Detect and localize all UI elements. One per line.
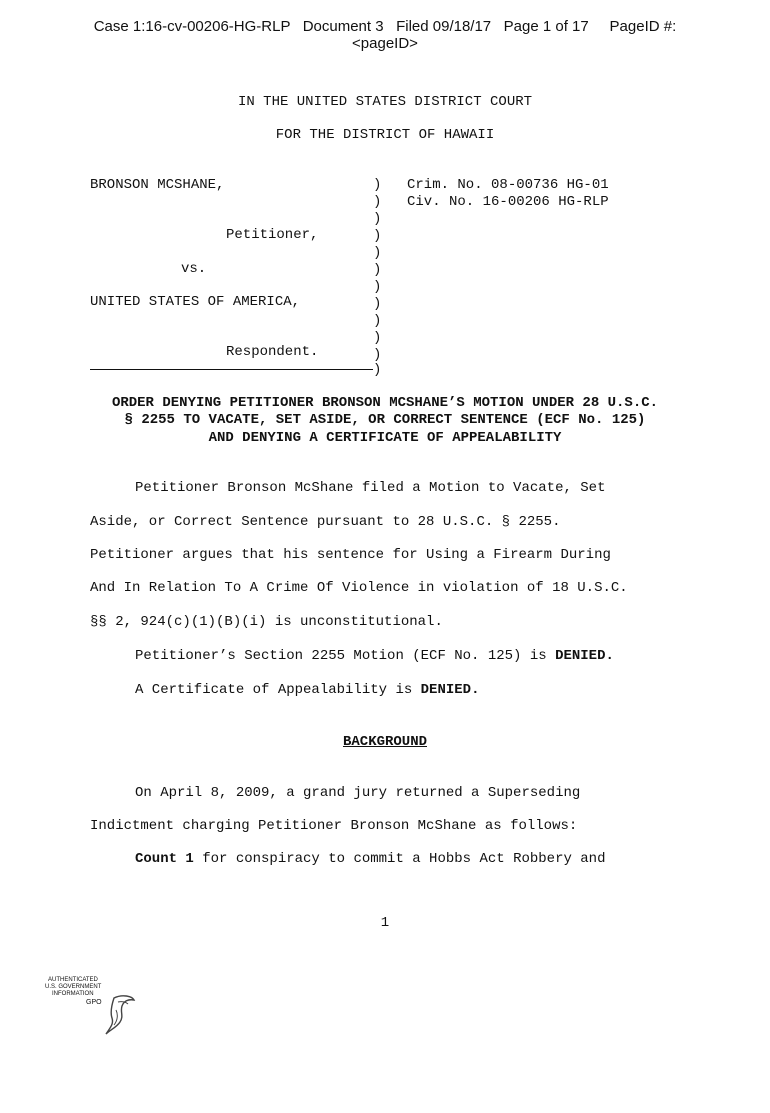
petitioner-role: Petitioner, xyxy=(226,227,319,243)
caption-paren: ) xyxy=(373,313,382,329)
seal-line: U.S. GOVERNMENT xyxy=(45,984,102,990)
section-heading-background xyxy=(0,734,770,750)
caption-paren: ) xyxy=(373,362,382,378)
body-line: And In Relation To A Crime Of Violence in violation of 18 U.S.C. xyxy=(90,580,628,596)
count-label: Count 1 xyxy=(135,851,194,867)
document-header-stamp: Case 1:16-cv-00206-HG-RLP Document 3 Filed 09/18/17 Page 1 of 17 PageID #: xyxy=(93,18,677,35)
certificate-denied-line xyxy=(135,682,479,698)
body-line: On April 8, 2009, a grand jury returned a Superseding xyxy=(135,785,581,801)
caption-paren: ) xyxy=(373,228,382,244)
page-number: 1 xyxy=(380,915,390,931)
seal-line: AUTHENTICATED xyxy=(48,977,98,983)
caption-paren: ) xyxy=(373,177,382,193)
motion-denied-line xyxy=(135,648,614,664)
seal-line: GPO xyxy=(86,999,102,1006)
caption-paren: ) xyxy=(373,330,382,346)
seal-line: INFORMATION xyxy=(52,991,94,997)
body-line: Indictment charging Petitioner Bronson McShane as follows: xyxy=(90,818,578,834)
caption-paren: ) xyxy=(373,211,382,227)
petitioner-name: BRONSON MCSHANE, xyxy=(90,177,225,193)
caption-paren: ) xyxy=(373,245,382,261)
count-line xyxy=(135,851,605,867)
body-line: §§ 2, 924(c)(1)(B)(i) is unconstitutional. xyxy=(90,614,443,630)
body-line: Aside, or Correct Sentence pursuant to 28 U.S.C. § 2255. xyxy=(90,514,561,530)
order-title-line: ORDER DENYING PETITIONER BRONSON MCSHANE’S MOTION UNDER 28 U.S.C. xyxy=(111,395,659,411)
versus-label: vs. xyxy=(181,261,207,277)
caption-paren: ) xyxy=(373,347,382,363)
district-name: FOR THE DISTRICT OF HAWAII xyxy=(275,127,495,143)
order-title-line: § 2255 TO VACATE, SET ASIDE, OR CORRECT SENTENCE (ECF No. 125) xyxy=(124,412,646,428)
respondent-role: Respondent. xyxy=(226,344,319,360)
count-description: for conspiracy to commit a Hobbs Act Robbery and xyxy=(193,851,606,867)
background-heading-text: BACKGROUND xyxy=(342,734,427,750)
gpo-authentication-seal xyxy=(44,974,128,1018)
certificate-denied-text: A Certificate of Appealability is xyxy=(135,682,421,698)
page-id-line: <pageID> xyxy=(352,35,418,52)
caption-paren: ) xyxy=(373,194,382,210)
denied-emphasis: DENIED. xyxy=(420,682,480,698)
civil-case-number: Civ. No. 16-00206 HG-RLP xyxy=(407,194,609,210)
body-line: Petitioner Bronson McShane filed a Motion to Vacate, Set xyxy=(135,480,606,496)
motion-denied-text: Petitioner’s Section 2255 Motion (ECF No. 125) is xyxy=(135,648,556,664)
caption-paren: ) xyxy=(373,262,382,278)
caption-paren: ) xyxy=(373,296,382,312)
caption-underline xyxy=(90,369,373,370)
caption-paren: ) xyxy=(373,279,382,295)
denied-emphasis: DENIED. xyxy=(555,648,614,664)
order-title-line: AND DENYING A CERTIFICATE OF APPEALABILITY xyxy=(208,430,562,446)
court-name: IN THE UNITED STATES DISTRICT COURT xyxy=(237,94,533,110)
body-line: Petitioner argues that his sentence for Using a Firearm During xyxy=(90,547,611,563)
respondent-name: UNITED STATES OF AMERICA, xyxy=(90,294,301,310)
criminal-case-number: Crim. No. 08-00736 HG-01 xyxy=(407,177,609,193)
